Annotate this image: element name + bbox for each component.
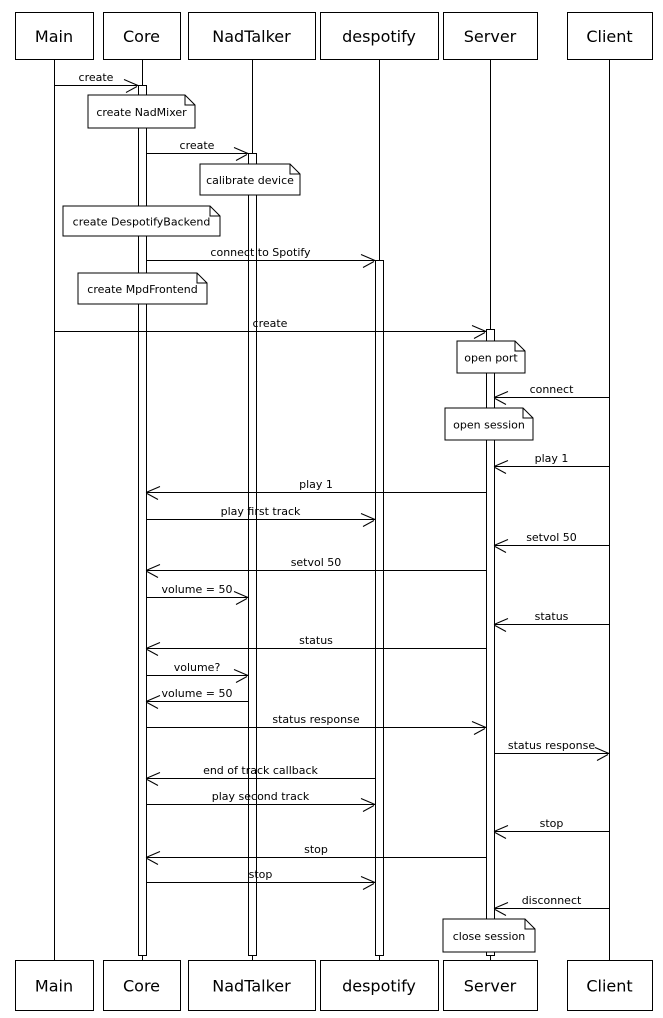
- participant-box-core-top: [104, 13, 181, 60]
- participant-box-client-top: [568, 13, 653, 60]
- message-label: play second track: [211, 790, 310, 803]
- participant-label: Client: [586, 976, 633, 996]
- message-label: create: [78, 71, 114, 84]
- message-label: stop: [539, 817, 564, 830]
- message-label: disconnect: [521, 894, 582, 907]
- participant-box-core-bottom: [104, 961, 181, 1011]
- participant-label: NadTalker: [212, 976, 291, 996]
- message-label: connect: [529, 383, 574, 396]
- message-label: create: [179, 139, 215, 152]
- note-label: create MpdFrontend: [87, 283, 198, 296]
- message-label: create: [252, 317, 288, 330]
- note-create-despotifybackend: [63, 206, 220, 236]
- message-label: play 1: [299, 478, 333, 491]
- participant-box-despotify-top: [321, 13, 439, 60]
- note-label: open port: [464, 351, 518, 365]
- message-label: setvol 50: [290, 556, 342, 569]
- note-create-mpdfrontend: [78, 273, 207, 304]
- note-label: create NadMixer: [96, 106, 187, 119]
- message-label: status: [299, 634, 333, 647]
- note-open-port: [457, 341, 525, 373]
- participant-box-server-top: [444, 13, 538, 60]
- participant-label: Main: [34, 976, 74, 996]
- note-label: open session: [453, 418, 525, 432]
- activation-bar-despotify: [376, 261, 384, 956]
- participant-box-nadtalker-top: [189, 13, 316, 60]
- participant-box-despotify-bottom: [321, 961, 439, 1011]
- participant-label: despotify: [342, 27, 416, 46]
- note-close-session: [443, 919, 535, 952]
- message-label: volume = 50: [161, 583, 233, 596]
- participant-label: despotify: [342, 976, 416, 996]
- participant-label: Server: [463, 976, 517, 996]
- participant-box-nadtalker-bottom: [189, 961, 316, 1011]
- message-label: status response: [272, 713, 360, 726]
- note-label: close session: [452, 930, 526, 943]
- participant-box-main-top: [16, 13, 94, 60]
- note-label: calibrate device: [206, 174, 294, 187]
- message-label: status: [534, 610, 569, 623]
- message-label: stop: [304, 843, 328, 856]
- activation-bar-nadtalker: [249, 154, 257, 956]
- participant-label: Main: [34, 27, 74, 46]
- message-label: stop: [248, 868, 273, 881]
- note-calibrate-device: [200, 164, 300, 195]
- message-label: connect to Spotify: [210, 246, 311, 259]
- note-open-session: [445, 408, 533, 440]
- message-label: status response: [507, 739, 596, 752]
- participant-label: NadTalker: [212, 27, 291, 46]
- participant-label: Core: [122, 27, 161, 46]
- participant-label: Core: [122, 976, 161, 996]
- message-label: play first track: [220, 505, 301, 518]
- message-label: play 1: [534, 452, 569, 465]
- participant-box-client-bottom: [568, 961, 653, 1011]
- participant-box-main-bottom: [16, 961, 94, 1011]
- note-create-nadmixer: [88, 95, 195, 128]
- note-label: create DespotifyBackend: [72, 215, 211, 229]
- message-label: volume?: [173, 661, 221, 674]
- message-label: volume = 50: [161, 687, 233, 700]
- message-label: end of track callback: [203, 764, 318, 777]
- participant-label: Client: [586, 27, 633, 46]
- participant-box-server-bottom: [444, 961, 538, 1011]
- message-label: setvol 50: [526, 531, 577, 544]
- participant-label: Server: [463, 27, 517, 46]
